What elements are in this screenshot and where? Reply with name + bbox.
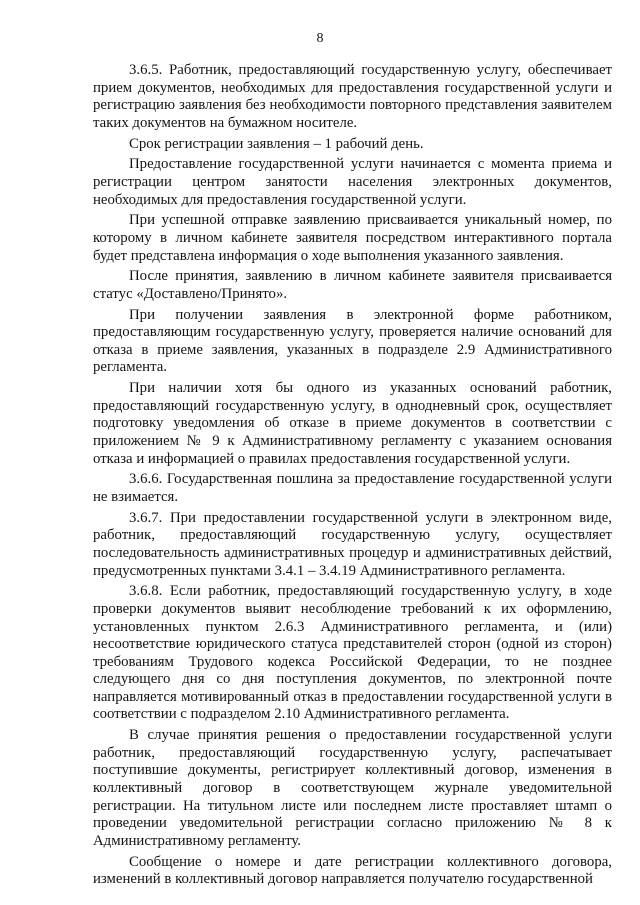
paragraph-refusal-check: При получении заявления в электронной форме работником, предоставляющим государственную услугу, проверяется наличие оснований для отказа в приеме заявления, указанных в подразделе 2.9 Административного регламента. [93, 306, 612, 376]
paragraph-3-6-8: 3.6.8. Если работник, предоставляющий государственную услугу, в ходе проверки документов выявит несоблюдение требований к их оформлению, установленных пунктом 2.6.3 Административного регламента, и (или) несоответствие юридического статуса представителей сторон (одной из сторон) требованиям Трудового кодекса Российской Федерации, то не позднее следующего дня со дня поступления документов, по электронной почте направляется мотивированный отказ в предоставлении государственной услуги в соответствии с подразделом 2.10 Административного регламента. [93, 583, 612, 723]
body-text [93, 62, 612, 889]
paragraph-decision-registration: В случае принятия решения о предоставлении государственной услуги работник, предоставляющий государственную услугу, распечатывает поступившие документы, регистрирует коллективный договор, изменения в коллективный договор в соответствующем журнале уведомительной регистрации. На титульном листе или последнем листе проставляет штамп о проведении уведомительной регистрации согласно приложению № 8 к Административному регламенту. [93, 727, 612, 849]
paragraph-registration-term: Срок регистрации заявления – 1 рабочий день. [129, 135, 424, 152]
paragraph-registration-message: Сообщение о номере и дате регистрации коллективного договора, изменений в коллективный договор направляется получателю государственной [93, 853, 612, 888]
paragraph-refusal-notice: При наличии хотя бы одного из указанных оснований работник, предоставляющий государственную услугу, в однодневный срок, осуществляет подготовку уведомления об отказе в приеме документов в соответствии с приложением № 9 к Административному регламенту с указанием основания отказа и информацией о правилах предоставления государственной услуги. [93, 380, 612, 467]
paragraph-3-6-6: 3.6.6. Государственная пошлина за предоставление государственной услуги не взимается. [93, 471, 612, 505]
paragraph-3-6-7: 3.6.7. При предоставлении государственной услуги в электронном виде, работник, предоставляющий государственную услугу, осуществляет последовательность административных процедур и административных действий, предусмотренных пунктами 3.4.1 – 3.4.19 Административного регламента. [93, 509, 612, 579]
paragraph-unique-number: При успешной отправке заявлению присваивается уникальный номер, по которому в личном кабинете заявителя посредством интерактивного портала будет представлена информация о ходе выполнения указанного заявления. [93, 212, 612, 264]
paragraph-service-start: Предоставление государственной услуги начинается с момента приема и регистрации центром занятости населения электронных документов, необходимых для предоставления государственной услуги. [93, 156, 612, 208]
paragraph-status-delivered: После принятия, заявлению в личном кабинете заявителя присваивается статус «Доставлено/Принято». [93, 268, 612, 302]
page-number: 8 [316, 31, 324, 46]
paragraph-3-6-5: 3.6.5. Работник, предоставляющий государственную услугу, обеспечивает прием документов, необходимых для предоставления государственной услуги и регистрацию заявления без необходимости повторного представления заявителем таких документов на бумажном носителе. [93, 62, 612, 131]
